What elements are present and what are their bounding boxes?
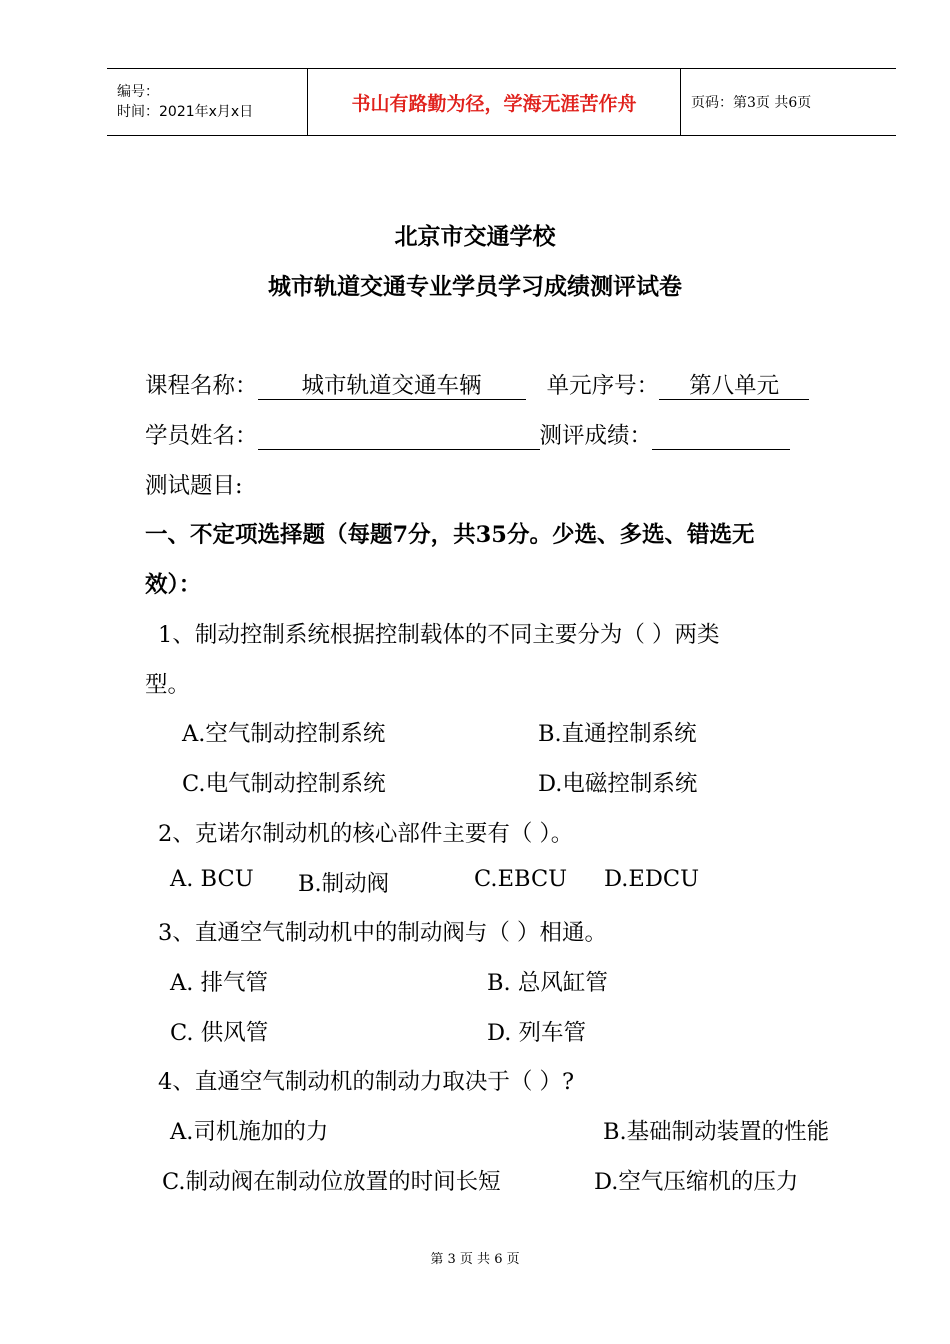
question-4-option-a[interactable]: A.司机施加的力 xyxy=(170,1119,329,1145)
student-name-field[interactable] xyxy=(258,423,540,450)
school-title: 北京市交通学校 xyxy=(394,223,556,250)
question-1-stem: 1、制动控制系统根据控制载体的不同主要分为（ ）两类 xyxy=(158,622,720,648)
section-heading-line2: 效）： xyxy=(145,572,202,598)
score-field[interactable] xyxy=(652,423,790,450)
question-2-stem: 2、克诺尔制动机的核心部件主要有（ ）。 xyxy=(158,821,574,847)
question-3-option-d[interactable]: D. 列车管 xyxy=(487,1020,587,1046)
section-heading-line1: 一、不定项选择题（每题7分，共35分。少选、多选、错选无 xyxy=(145,522,755,548)
page-info-text: 页码：第3页 共6页 xyxy=(691,95,812,111)
page-footer: 第 3 页 共 6 页 xyxy=(430,1252,520,1267)
question-2-option-c[interactable]: C.EBCU xyxy=(474,866,568,892)
exam-title: 城市轨道交通专业学员学习成绩测评试卷 xyxy=(268,273,682,300)
student-label: 学员姓名： xyxy=(145,423,258,449)
serial-label: 编号： xyxy=(117,84,159,100)
score-label: 测评成绩： xyxy=(539,423,653,449)
student-row xyxy=(145,418,790,450)
question-3-option-a[interactable]: A. 排气管 xyxy=(170,970,269,996)
question-4-option-d[interactable]: D.空气压缩机的压力 xyxy=(594,1169,799,1195)
unit-label: 单元序号： xyxy=(546,373,660,399)
question-3-option-b[interactable]: B. 总风缸管 xyxy=(487,970,608,996)
question-1-option-c[interactable]: C.电气制动控制系统 xyxy=(182,771,386,797)
motto-text: 书山有路勤为径，学海无涯苦作舟 xyxy=(351,92,637,115)
question-4-stem: 4、直通空气制动机的制动力取决于（ ）? xyxy=(158,1069,575,1095)
header-motto-cell xyxy=(308,69,681,135)
course-label: 课程名称： xyxy=(145,373,258,399)
course-row xyxy=(145,368,809,400)
time-label: 时间：2021年x月x日 xyxy=(117,104,254,120)
question-3-stem: 3、直通空气制动机中的制动阀与（ ）相通。 xyxy=(158,920,607,946)
question-1-option-a[interactable]: A.空气制动控制系统 xyxy=(182,721,386,747)
question-1-option-d[interactable]: D.电磁控制系统 xyxy=(538,771,698,797)
header-page-info xyxy=(681,69,896,135)
header-meta xyxy=(107,69,308,135)
course-value: 城市轨道交通车辆 xyxy=(258,374,526,400)
unit-value: 第八单元 xyxy=(659,374,809,400)
question-2-option-b[interactable]: B.制动阀 xyxy=(298,871,390,897)
question-4-option-b[interactable]: B.基础制动装置的性能 xyxy=(603,1119,830,1145)
question-2-option-d[interactable]: D.EDCU xyxy=(604,866,700,892)
question-3-option-c[interactable]: C. 供风管 xyxy=(170,1020,269,1046)
question-4-option-c[interactable]: C.制动阀在制动位放置的时间长短 xyxy=(162,1169,501,1195)
question-2-option-a[interactable]: A. BCU xyxy=(170,866,254,892)
questions-label: 测试题目: xyxy=(145,473,243,499)
question-1-option-b[interactable]: B.直通控制系统 xyxy=(538,721,697,747)
page-header xyxy=(107,68,896,136)
question-1-stem-cont: 型。 xyxy=(145,672,191,698)
